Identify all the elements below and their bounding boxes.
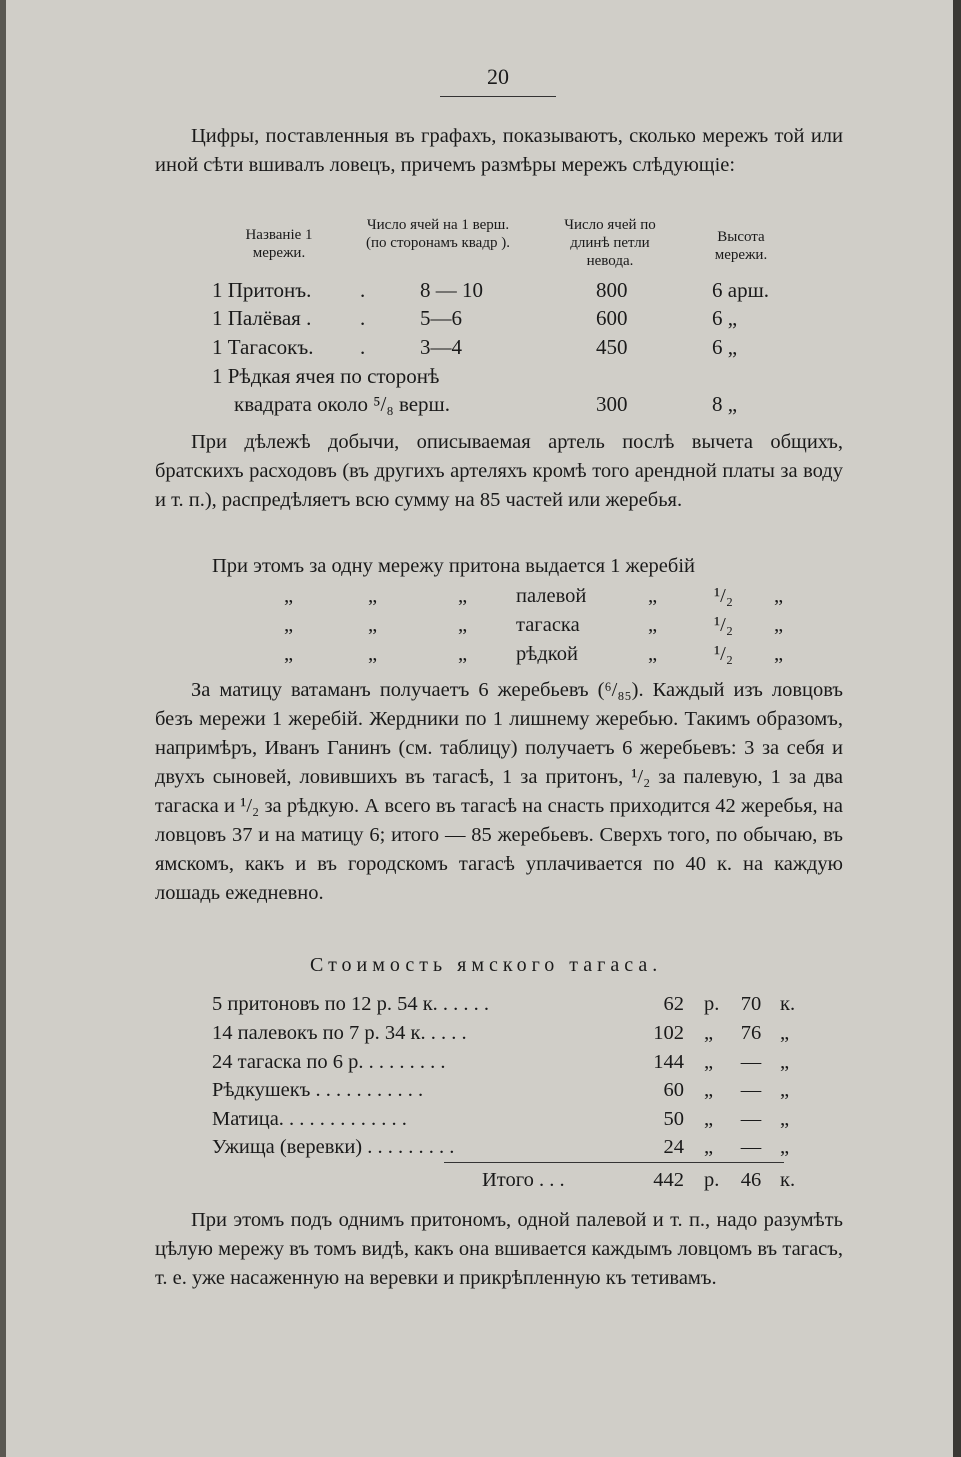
page-right-edge bbox=[953, 0, 961, 1457]
cost-row: 5 притоновъ по 12 р. 54 к. . . . . . 62 р. 70 к. bbox=[212, 993, 796, 1015]
paragraph-matitsa: За матицу ватаманъ получаетъ 6 жеребьевъ (⁶/₈₅). Каждый изъ ловцовъ безъ мережи 1 жеребій. Жердники по 1 лишнему жеребью. Такимъ образомъ, напримѣръ, Иванъ Ганинъ (см. таблицу) получаетъ 6 жеребьевъ: 3 за себя и двухъ сыновей, ловившихъ въ тагасѣ, 1 за притонъ, ¹/₂ за палевую, 1 за два тагаска и ¹/₂ за рѣдкую. А всего въ тагасѣ на снасть приходится 42 жеребья, на ловцовъ 37 и на матицу 6; итого — 85 жеребьевъ. Сверхъ того, по обычаю, въ ямскомъ, какъ и въ городскомъ тагасѣ уплачивается по 40 к. на каждую лошадь ежедневно. bbox=[155, 679, 843, 904]
paragraph-division: При дѣлежѣ добычи, описываемая артель послѣ вычета общихъ, братскихъ расходовъ (въ другихъ артеляхъ кромѣ того арендной платы за воду и т. п.), распредѣляетъ всю сумму на 85 частей или жеребья. bbox=[155, 431, 843, 511]
table-header-mesh-per-vershok: Число ячей на 1 верш. (по сторонамъ квадр ). bbox=[366, 217, 510, 251]
shares-row: „ „ „ рѣдкой „ ¹/₂ „ bbox=[284, 643, 784, 665]
cost-title: Стоимость ямского тагаса. bbox=[310, 954, 663, 976]
cost-row: 14 палевокъ по 7 р. 34 к. . . . . 102 „ 76 „ bbox=[212, 1022, 790, 1044]
table-header-mesh-length: Число ячей по длинѣ петли невода. bbox=[564, 217, 656, 269]
cost-row: Матица. . . . . . . . . . . . . 50 „ — „ bbox=[212, 1108, 790, 1130]
table-header-name: Названіе 1 мережи. bbox=[245, 227, 313, 261]
total-rule bbox=[444, 1162, 784, 1163]
shares-line-main: При этомъ за одну мережу притона выдается 1 жеребій bbox=[212, 555, 695, 577]
cost-row: Рѣдкушекъ . . . . . . . . . . . 60 „ — „ bbox=[212, 1079, 790, 1101]
shares-row: „ „ „ тагаска „ ¹/₂ „ bbox=[284, 614, 784, 636]
page-left-edge bbox=[0, 0, 6, 1457]
book-page: 20 Цифры, поставленныя въ графахъ, показываютъ, сколько мережъ той или иной сѣти вшивалъ ловецъ, причемъ размѣры мережъ слѣдующіе: Названіе 1 мережи. Число ячей на 1 верш. (по сторонамъ квадр ). Число ячей по длинѣ петли невода. Высота мережи. 1 Притонъ. . 8 — 10 800 6 арш. 1 Палёвая . . 5—6 600 6 „ 1 Тагасокъ. . 3—4 450 6 „ 1 Рѣдкая ячея по сторонѣ квадрата около ⁵/₈ верш. 300 8 „ При дѣлежѣ добычи, описываемая артель послѣ вычета общихъ, братскихъ расходовъ (въ другихъ артеляхъ кромѣ того арендной платы за воду и т. п.), распредѣляетъ всю сумму на 85 частей или жеребья. При этомъ за одну мережу притона выдается 1 жеребій „ „ „ палевой „ ¹/₂ „ „ „ „ тагаска „ ¹/₂ „ „ „ „ рѣдкой „ ¹/₂ „ За матицу ватаманъ получаетъ 6 жеребьевъ (⁶/₈₅). Каждый изъ ловцовъ безъ мережи 1 жеребій. Жердники по 1 лишнему жеребью. Такимъ образомъ, напримѣръ, Иванъ Ганинъ (см. таблицу) получаетъ 6 жеребьевъ: 3 за себя и двухъ сыновей, ловившихъ въ тагасѣ, 1 за притонъ, ¹/₂ за палевую, 1 за два тагаска и ¹/₂ за рѣдкую. А всего въ тагасѣ на снасть приходится 42 жеребья, на ловцовъ 37 и на матицу 6; итого — 85 жеребьевъ. Сверхъ того, по обычаю, въ ямскомъ, какъ и въ городскомъ тагасѣ уплачивается по 40 к. на каждую лошадь ежедневно. Стоимость ямского тагаса. 5 притоновъ по 12 р. 54 к. . . . . . 62 р. 70 к. 14 палевокъ по 7 р. 34 к. . . . . 102 „ 76 „ 24 тагаска по 6 р. . . . . . . . . 144 „ — „ Рѣдкушекъ . . . . . . . . . . . 60 „ — „ Матица. . . . . . . . . . . . . 50 „ — „ Ужища (веревки) . . . . . . . . . 24 „ — „ Итого . . . 442 р. 46 к. При этомъ подъ однимъ притономъ, одной палевой и т. п., надо разумѣть цѣлую мережу въ томъ видѣ, какъ она вшивается каждымъ ловцомъ въ тагасъ, т. е. уже насаженную на веревки и прикрѣпленную къ тетивамъ. bbox=[0, 0, 961, 1457]
cost-total-row: Итого . . . 442 р. 46 к. bbox=[482, 1169, 796, 1191]
shares-row: „ „ „ палевой „ ¹/₂ „ bbox=[284, 585, 784, 607]
paragraph-intro: Цифры, поставленныя въ графахъ, показываютъ, сколько мережъ той или иной сѣти вшивалъ ловецъ, причемъ размѣры мережъ слѣдующіе: bbox=[155, 125, 843, 176]
table-header-height: Высота мережи. bbox=[714, 229, 768, 263]
cost-row: 24 тагаска по 6 р. . . . . . . . . 144 „ — „ bbox=[212, 1051, 790, 1073]
page-number: 20 bbox=[440, 64, 556, 97]
paragraph-closing: При этомъ подъ однимъ притономъ, одной палевой и т. п., надо разумѣть цѣлую мережу въ томъ видѣ, какъ она вшивается каждымъ ловцомъ въ тагасъ, т. е. уже насаженную на веревки и прикрѣпленную къ тетивамъ. bbox=[155, 1209, 843, 1289]
cost-row: Ужища (веревки) . . . . . . . . . 24 „ — „ bbox=[212, 1136, 790, 1158]
